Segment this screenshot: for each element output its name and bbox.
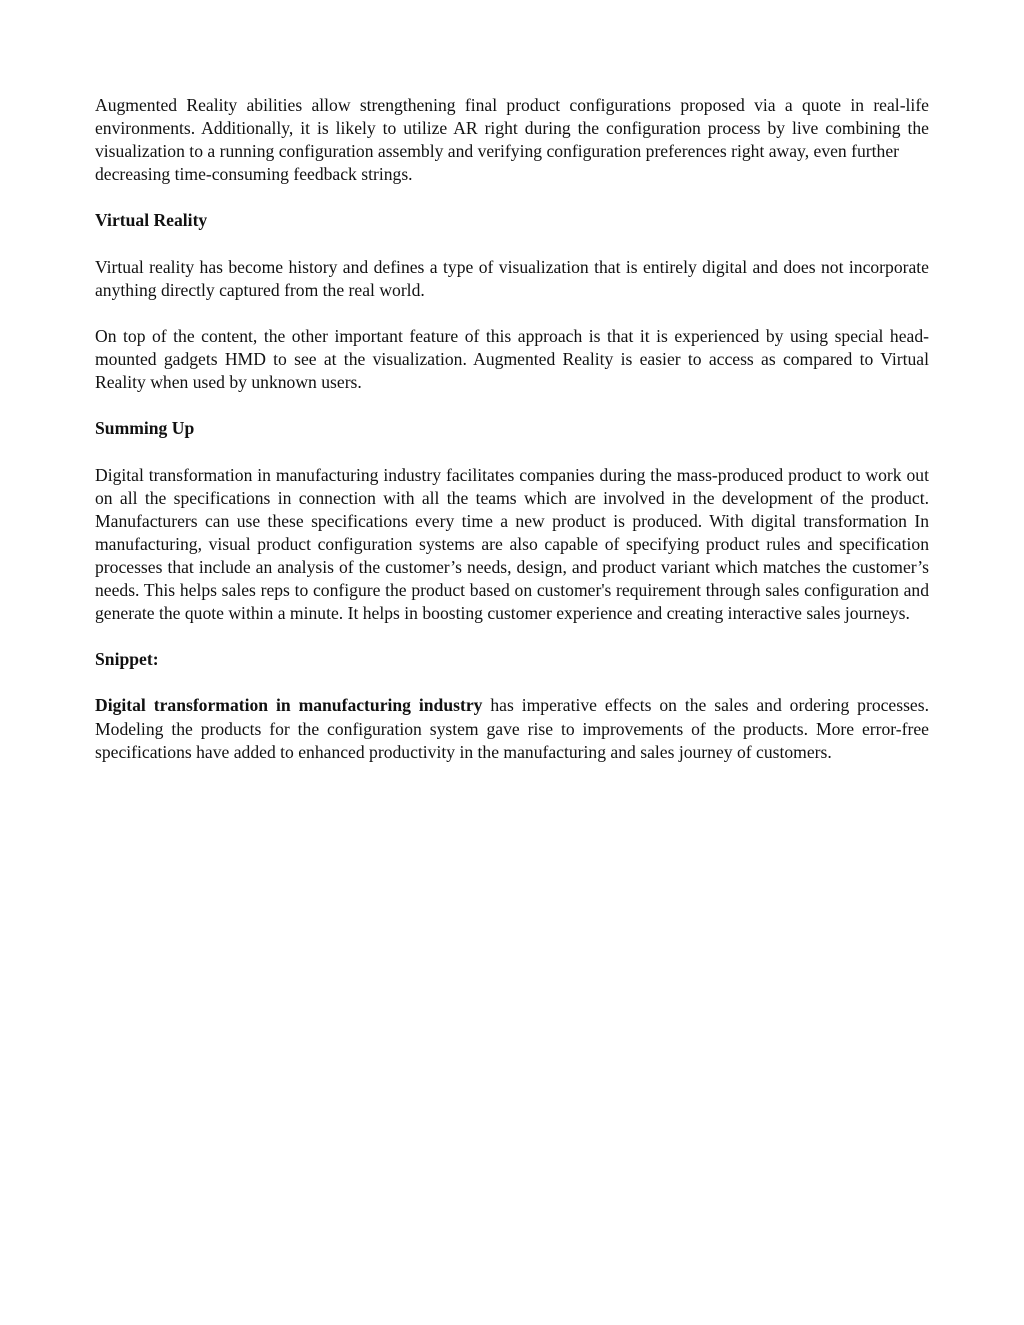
summing-up-heading: Summing Up <box>95 418 195 439</box>
virtual-reality-paragraph-1: Virtual reality has become history and defines a type of visualization that is entirely digital and does not incorporate anything directly captured from the real world. <box>95 256 929 300</box>
summing-up-paragraph: Digital transformation in manufacturing industry facilitates companies during the mass-produced product to work out on all the specifications in connection with all the teams which are involved in the development of the product. Manufacturers can use these specifications every time a new product is produced. With digital transformation In manufacturing, visual product configuration systems are also capable of specifying product rules and specification processes that include an analysis of the customer’s needs, design, and product variant which matches the customer’s needs. This helps sales reps to configure the product based on customer's requirement through sales configuration and generate the quote within a minute. It helps in boosting customer experience and creating interactive sales journeys. <box>95 464 929 624</box>
virtual-reality-paragraph-2: On top of the content, the other important feature of this approach is that it is experienced by using special head-mounted gadgets HMD to see at the visualization. Augmented Reality is easier to access as compared to Virtual Reality when used by unknown users. <box>95 325 929 393</box>
snippet-heading: Snippet: <box>95 649 159 670</box>
intro-continuation: decreasing time-consuming feedback strings. <box>95 164 413 185</box>
intro-paragraph: Augmented Reality abilities allow strengthening final product configurations proposed via a quote in real-life environments. Additionally, it is likely to utilize AR right during the configuration process by live combining the visualization to a running configuration assembly and verifying configuration preferences right away, even further <box>95 95 929 162</box>
snippet-paragraph <box>95 694 929 763</box>
document-page <box>95 94 929 787</box>
snippet-bold-lead: Digital transformation in manufacturing industry <box>95 695 483 716</box>
virtual-reality-heading: Virtual Reality <box>95 210 208 231</box>
snippet-paragraph-rest: has imperative effects on the sales and ordering processes. Modeling the products for the configuration system gave rise to improvements of the products. More error-free specifications have added to enhanced productivity in the manufacturing and sales journey of customers. <box>95 695 929 762</box>
